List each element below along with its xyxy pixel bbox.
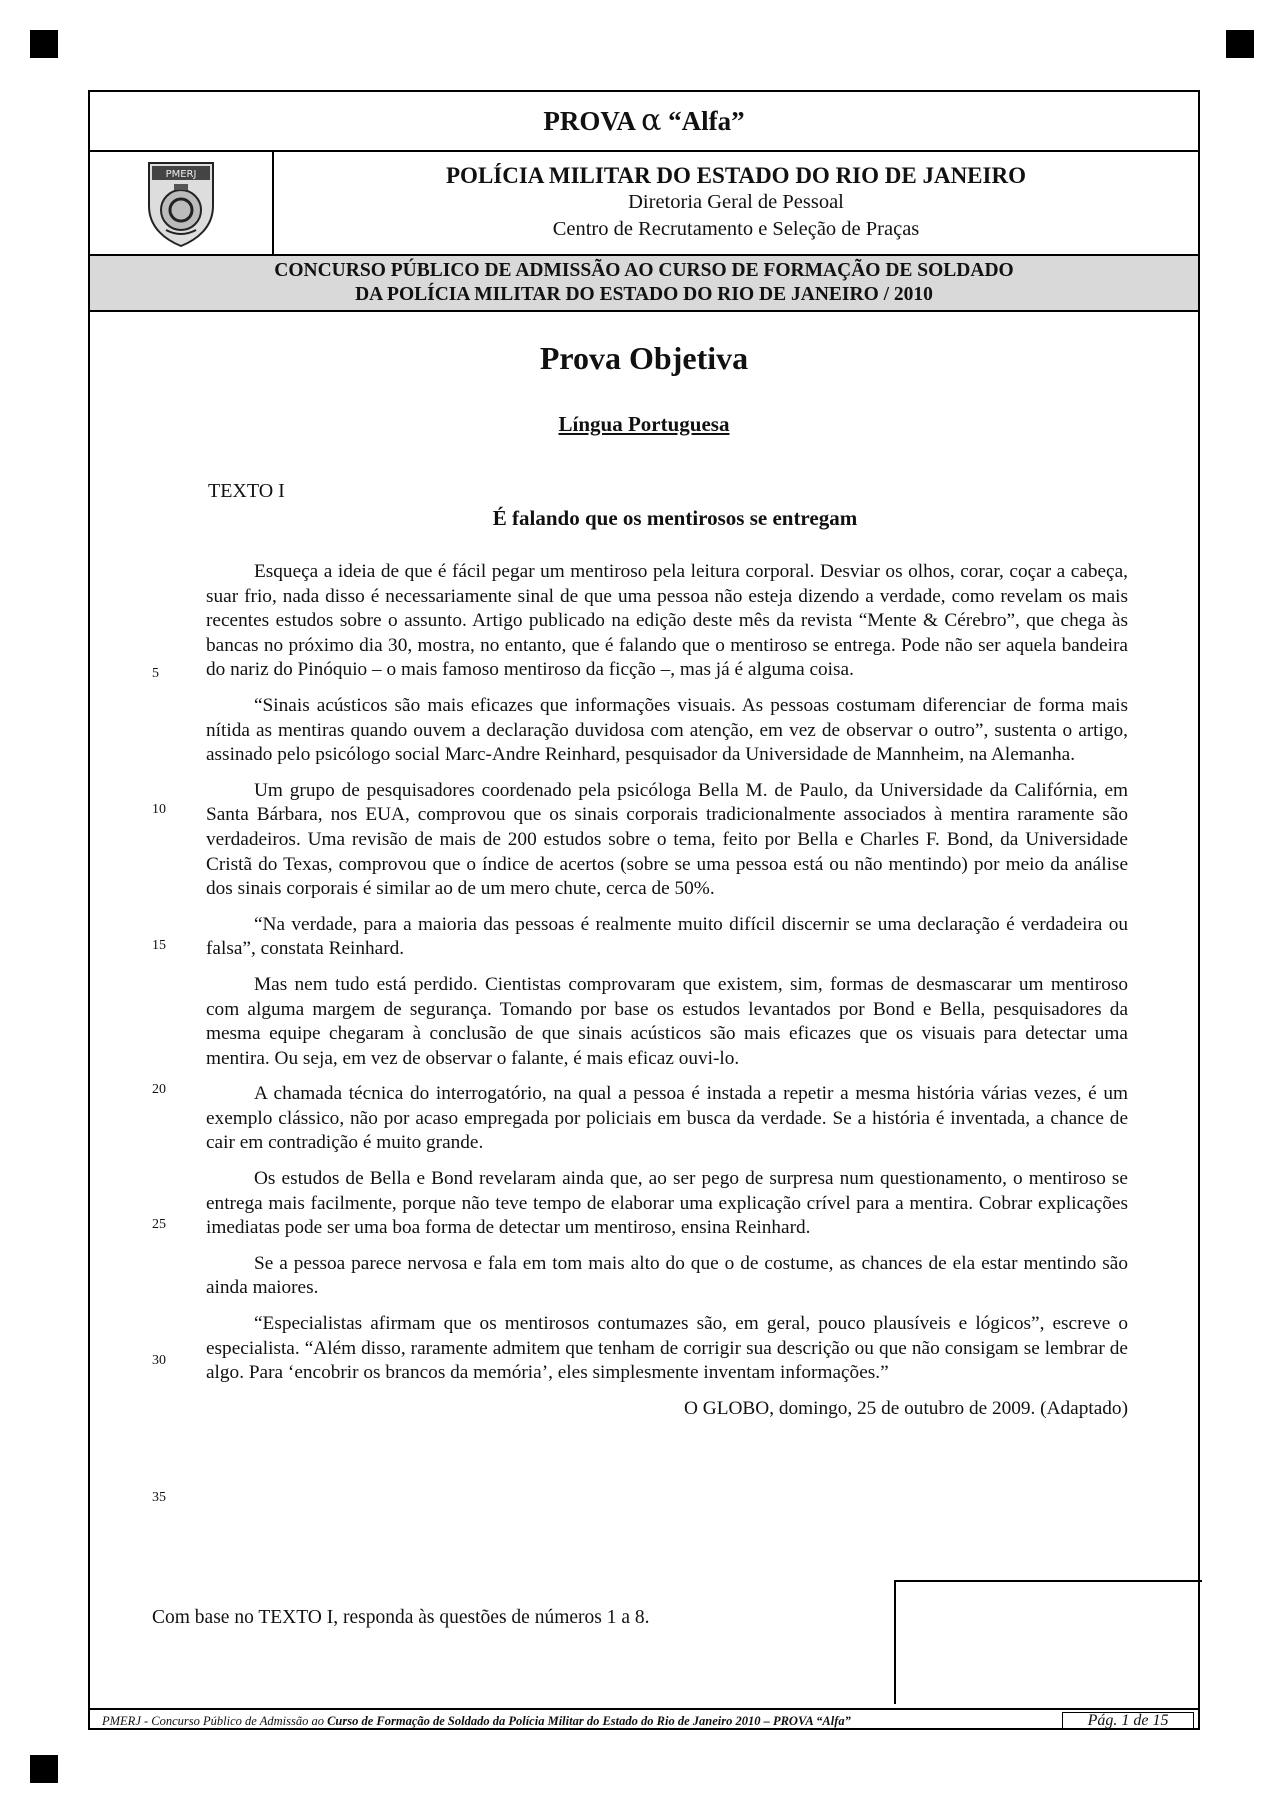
logo-text: PMERJ xyxy=(165,169,197,180)
org-subtitle-1: Diretoria Geral de Pessoal xyxy=(628,191,844,213)
prova-name: “Alfa” xyxy=(668,106,745,136)
prova-title xyxy=(90,92,1198,152)
article-paragraph: Mas nem tudo está perdido. Cientistas comprovaram que existem, sim, formas de desmascarar um mentiroso com alguma margem de segurança. Tomando por base os estudos levantados por Bond e Bella, pesquisadores da mesma equipe chegaram à conclusão de que sinais acústicos são mais eficazes que os visuais para detectar uma mentira. Ou seja, em vez de observar o falante, é mais eficaz ouvi-lo. xyxy=(206,973,1128,1069)
alpha-symbol: α xyxy=(641,103,662,138)
exam-page-frame xyxy=(88,90,1200,1730)
article-source: O GLOBO, domingo, 25 de outubro de 2009. (Adaptado) xyxy=(684,1397,1128,1419)
line-number: 5 xyxy=(152,666,159,681)
line-number: 10 xyxy=(152,802,166,817)
prova-prefix: PROVA xyxy=(543,106,635,136)
article-paragraph: “Sinais acústicos são mais eficazes que informações visuais. As pessoas costumam diferenciar de forma mais nítida as mentiras quando ouvem a declaração duvidosa com atenção, em vez de observar o outro”, sustenta o artigo, assinado pelo psicólogo social Marc-Andre Reinhard, pesquisador da Universidade de Mannheim, na Alemanha. xyxy=(206,694,1128,766)
page-number: Pág. 1 de 15 xyxy=(1062,1712,1194,1730)
page-footer xyxy=(90,1708,1198,1732)
line-number: 20 xyxy=(152,1082,166,1097)
article-paragraph: Se a pessoa parece nervosa e fala em tom mais alto do que o de costume, as chances de ela estar mentindo são ainda maiores. xyxy=(206,1252,1128,1299)
answer-box xyxy=(894,1580,1202,1704)
footer-prefix: PMERJ - Concurso Público de Admissão ao xyxy=(102,1714,328,1728)
header-row xyxy=(90,152,1198,256)
footer-text xyxy=(102,1714,851,1729)
text-label: TEXTO I xyxy=(208,480,285,502)
concurso-line-1: CONCURSO PÚBLICO DE ADMISSÃO AO CURSO DE FORMAÇÃO DE SOLDADO xyxy=(274,260,1014,281)
line-number: 35 xyxy=(152,1490,166,1505)
text-title: É falando que os mentirosos se entregam xyxy=(492,506,858,530)
pmerj-crest-icon xyxy=(146,160,216,248)
org-subtitle-2: Centro de Recrutamento e Seleção de Praças xyxy=(552,218,920,240)
article-paragraph: Os estudos de Bella e Bond revelaram ainda que, ao ser pego de surpresa num questionamento, o mentiroso se entrega mais facilmente, porque não teve tempo de elaborar uma explicação crível para a mentira. Cobrar explicações imediatas pode ser uma boa forma de detectar um mentiroso, ensina Reinhard. xyxy=(206,1168,1128,1239)
org-name: POLÍCIA MILITAR DO ESTADO DO RIO DE JANEIRO xyxy=(446,163,1026,188)
line-number: 15 xyxy=(152,938,166,953)
registration-mark-top-left xyxy=(30,30,58,58)
article-paragraph: “Na verdade, para a maioria das pessoas é realmente muito difícil discernir se uma declaração é verdadeira ou falsa”, constata Reinhard. xyxy=(206,913,1128,960)
concurso-line-2: DA POLÍCIA MILITAR DO ESTADO DO RIO DE JANEIRO / 2010 xyxy=(355,284,933,305)
article-paragraph: “Especialistas afirmam que os mentirosos contumazes são, em geral, pouco plausíveis e lógicos”, escreve o especialista. “Além disso, raramente admitem que tenham de corrigir sua descrição ou que não consigam se lembrar de algo. Para ‘encobrir os brancos da memória’, eles simplesmente inventam informações.” xyxy=(206,1313,1128,1384)
footer-course: Curso de Formação de Soldado da Polícia Militar do Estado do Rio de Janeiro 2010 – PROVA “Alfa” xyxy=(327,1714,851,1728)
article-paragraph: A chamada técnica do interrogatório, na qual a pessoa é instada a repetir a mesma história várias vezes, é um exemplo clássico, não por acaso empregada por policiais em busca da verdade. Se a história é inventada, a chance de cair em contradição é muito grande. xyxy=(206,1083,1128,1154)
article-body xyxy=(206,560,1128,1421)
article-paragraph: Um grupo de pesquisadores coordenado pela psicóloga Bella M. de Paulo, da Universidade da Califórnia, em Santa Bárbara, nos EUA, comprovou que os sinais corporais tradicionalmente associados à mentira raramente são verdadeiros. Uma revisão de mais de 200 estudos sobre o tema, feito por Bella e Charles F. Bond, da Universidade Cristã do Texas, comprovou que o índice de acertos (sobre se uma pessoa está ou não mentindo) por meio da análise dos sinais corporais é similar ao de um mero chute, cerca de 50%. xyxy=(206,779,1128,900)
concurso-band xyxy=(90,256,1198,312)
registration-mark-top-right xyxy=(1226,30,1254,58)
question-instruction: Com base no TEXTO I, responda às questões de números 1 a 8. xyxy=(152,1607,650,1628)
exam-subject: Língua Portuguesa xyxy=(558,412,730,436)
exam-title: Prova Objetiva xyxy=(539,340,749,376)
org-cell xyxy=(274,152,1198,254)
registration-mark-bottom-left xyxy=(30,1755,58,1783)
line-number: 30 xyxy=(152,1353,166,1368)
article-paragraph: Esqueça a ideia de que é fácil pegar um mentiroso pela leitura corporal. Desviar os olhos, corar, coçar a cabeça, suar frio, nada disso é necessariamente sinal de que uma pessoa não esteja dizendo a verdade, como revelam os mais recentes estudos sobre o assunto. Artigo publicado na edição deste mês da revista “Mente & Cérebro”, que chega às bancas no próximo dia 30, mostra, no entanto, que é falando que o mentiroso se entrega. Pode não ser aquela bandeira do nariz do Pinóquio – o mais famoso mentiroso da ficção –, mas já é alguma coisa. xyxy=(206,561,1128,681)
logo-cell xyxy=(90,152,274,254)
line-number: 25 xyxy=(152,1217,166,1232)
